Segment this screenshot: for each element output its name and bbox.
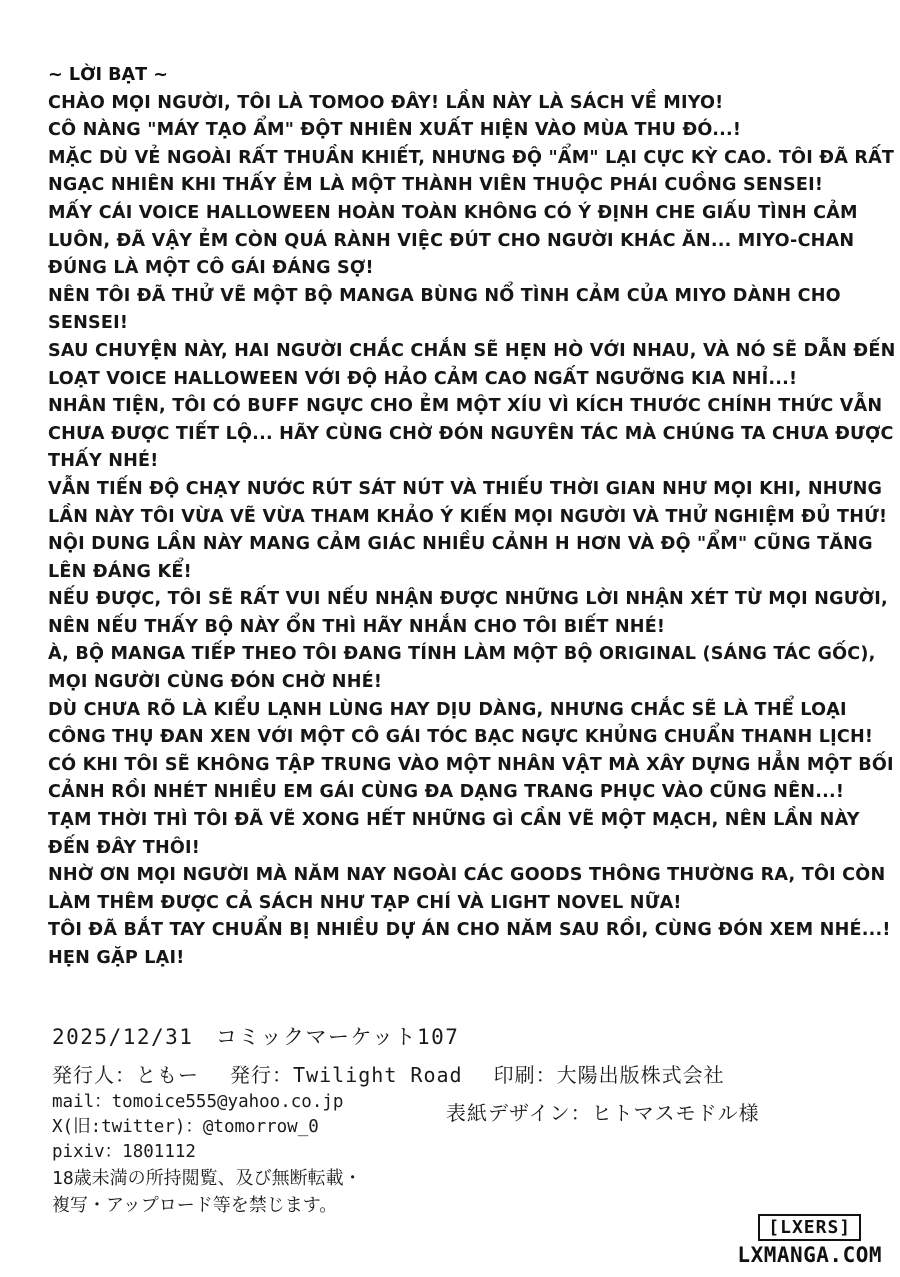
- afterword-line: NÊN NẾU THẤY BỘ NÀY ỔN THÌ HÃY NHẮN CHO TÔI BIẾT NHÉ!: [48, 616, 666, 637]
- watermark: [737, 1214, 882, 1267]
- x-twitter-contact: X(旧:twitter)：@tomorrow_0: [52, 1117, 319, 1137]
- afterword-line: DÙ CHƯA RÕ LÀ KIỂU LẠNH LÙNG HAY DỊU DÀNG, NHƯNG CHẮC SẼ LÀ THỂ LOẠI: [48, 699, 847, 720]
- afterword-line: CÔNG THỤ ĐAN XEN VỚI MỘT CÔ GÁI TÓC BẠC NGỰC KHỦNG CHUẨN THANH LỊCH!: [48, 727, 874, 748]
- afterword-line: NHỜ ƠN MỌI NGƯỜI MÀ NĂM NAY NGOÀI CÁC GOODS THÔNG THƯỜNG RA, TÔI CÒN: [48, 865, 886, 886]
- mail-contact: mail：tomoice555@yahoo.co.jp: [52, 1092, 344, 1112]
- afterword-title: ~ LỜI BẠT ~: [48, 65, 169, 85]
- printer: 印刷：大陽出版株式会社: [493, 1063, 725, 1087]
- afterword-line: NẾU ĐƯỢC, TÔI SẼ RẤT VUI NẾU NHẬN ĐƯỢC NHỮNG LỜI NHẬN XÉT TỪ MỌI NGƯỜI,: [48, 589, 888, 610]
- afterword-block: [48, 62, 896, 973]
- afterword-line: À, BỘ MANGA TIẾP THEO TÔI ĐANG TÍNH LÀM MỘT BỘ ORIGINAL (SÁNG TÁC GỐC),: [48, 644, 876, 665]
- afterword-line: VẪN TIẾN ĐỘ CHẠY NƯỚC RÚT SÁT NÚT VÀ THIẾU THỜI GIAN NHƯ MỌI KHI, NHƯNG: [48, 478, 883, 499]
- afterword-line: MẤY CÁI VOICE HALLOWEEN HOÀN TOÀN KHÔNG CÓ Ý ĐỊNH CHE GIẤU TÌNH CẢM: [48, 202, 858, 223]
- afterword-line: MẶC DÙ VẺ NGOÀI RẤT THUẦN KHIẾT, NHƯNG ĐỘ "ẨM" LẠI CỰC KỲ CAO. TÔI ĐÃ RẤT: [48, 147, 895, 168]
- afterword-line: LẦN NÀY TÔI VỪA VẼ VỪA THAM KHẢO Ý KIẾN MỌI NGƯỜI VÀ THỬ NGHIỆM ĐỦ THỨ!: [48, 506, 888, 527]
- watermark-group-name: [LXERS]: [758, 1214, 861, 1241]
- afterword-line: LOẠT VOICE HALLOWEEN VỚI ĐỘ HẢO CẢM CAO NGẤT NGƯỠNG KIA NHỈ...!: [48, 368, 798, 389]
- afterword-line: NGẠC NHIÊN KHI THẤY ẺM LÀ MỘT THÀNH VIÊN THUỘC PHÁI CUỒNG SENSEI!: [48, 175, 824, 196]
- date-event-line: 2025/12/31 コミックマーケット107: [52, 1025, 460, 1049]
- afterword-body: [48, 90, 896, 973]
- notice-line-1: 18歳未満の所持閲覧、及び無断転載・: [52, 1168, 362, 1189]
- watermark-site: LXMANGA.COM: [737, 1243, 882, 1267]
- publisher-line: [52, 1060, 852, 1090]
- afterword-line: HẸN GẶP LẠI!: [48, 948, 185, 968]
- afterword-line: LÊN ĐÁNG KỂ!: [48, 561, 192, 582]
- afterword-line: LÀM THÊM ĐƯỢC CẢ SÁCH NHƯ TẠP CHÍ VÀ LIGHT NOVEL NỮA!: [48, 892, 682, 913]
- publisher-person: 発行人：ともー: [52, 1063, 199, 1087]
- afterword-line: CHÀO MỌI NGƯỜI, TÔI LÀ TOMOO ĐÂY! LẦN NÀY LÀ SÁCH VỀ MIYO!: [48, 92, 724, 113]
- notice-line-2: 複写・アップロード等を禁じます。: [52, 1195, 338, 1216]
- afterword-line: SENSEI!: [48, 313, 129, 334]
- cover-design-credit: 表紙デザイン：ヒトマスモドル様: [446, 1101, 760, 1125]
- afterword-line: TẠM THỜI THÌ TÔI ĐÃ VẼ XONG HẾT NHỮNG GÌ CẦN VẼ MỘT MẠCH, NÊN LẦN NÀY: [48, 810, 860, 831]
- afterword-line: CÔ NÀNG "MÁY TẠO ẨM" ĐỘT NHIÊN XUẤT HIỆN VÀO MÙA THU ĐÓ...!: [48, 120, 742, 141]
- afterword-line: THẤY NHÉ!: [48, 451, 159, 472]
- afterword-line: NHÂN TIỆN, TÔI CÓ BUFF NGỰC CHO ẺM MỘT XÍU VÌ KÍCH THƯỚC CHÍNH THỨC VẪN: [48, 396, 883, 417]
- afterword-line: ĐẾN ĐÂY THÔI!: [48, 837, 201, 858]
- afterword-line: TÔI ĐÃ BẮT TAY CHUẨN BỊ NHIỀU DỰ ÁN CHO NĂM SAU RỒI, CÙNG ĐÓN XEM NHÉ...!: [48, 920, 891, 941]
- afterword-line: NỘI DUNG LẦN NÀY MANG CẢM GIÁC NHIỀU CẢNH H HƠN VÀ ĐỘ "ẨM" CŨNG TĂNG: [48, 534, 873, 555]
- afterword-line: CẢNH RỒI NHÉT NHIỀU EM GÁI CÙNG ĐA DẠNG TRANG PHỤC VÀO CŨNG NÊN...!: [48, 782, 845, 803]
- afterword-line: CHƯA ĐƯỢC TIẾT LỘ... HÃY CÙNG CHỜ ĐÓN NGUYÊN TÁC MÀ CHÚNG TA CHƯA ĐƯỢC: [48, 423, 894, 444]
- pixiv-contact: pixiv：1801112: [52, 1142, 196, 1162]
- publisher-circle: 発行：Twilight Road: [230, 1063, 463, 1087]
- afterword-line: CÓ KHI TÔI SẼ KHÔNG TẬP TRUNG VÀO MỘT NHÂN VẬT MÀ XÂY DỰNG HẲN MỘT BỐI: [48, 754, 894, 775]
- afterword-line: SAU CHUYỆN NÀY, HAI NGƯỜI CHẮC CHẮN SẼ HẸN HÒ VỚI NHAU, VÀ NÓ SẼ DẪN ĐẾN: [48, 340, 896, 361]
- afterword-line: NÊN TÔI ĐÃ THỬ VẼ MỘT BỘ MANGA BÙNG NỔ TÌNH CẢM CỦA MIYO DÀNH CHO: [48, 285, 841, 306]
- afterword-line: MỌI NGƯỜI CÙNG ĐÓN CHỜ NHÉ!: [48, 672, 383, 693]
- afterword-line: ĐÚNG LÀ MỘT CÔ GÁI ĐÁNG SỢ!: [48, 258, 374, 279]
- afterword-line: LUÔN, ĐÃ VẬY ẺM CÒN QUÁ RÀNH VIỆC ĐÚT CHO NGƯỜI KHÁC ĂN... MIYO-CHAN: [48, 230, 855, 251]
